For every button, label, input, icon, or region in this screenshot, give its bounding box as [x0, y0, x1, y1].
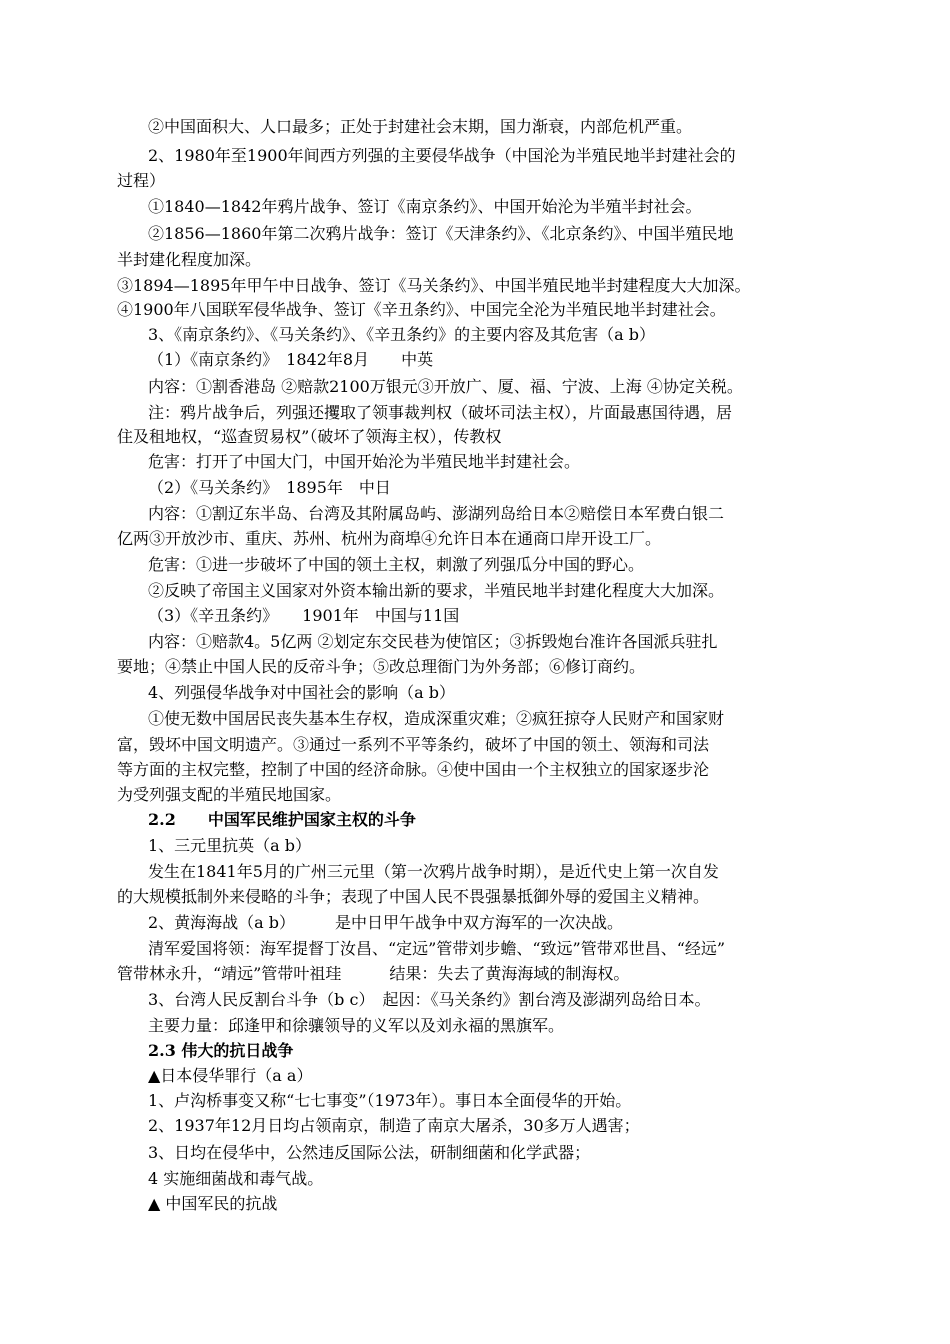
text-line: 内容：①赔款4。5亿两 ②划定东交民巷为使馆区；③拆毁炮台准许各国派兵驻扎 [148, 632, 718, 651]
text-line: ②反映了帝国主义国家对外资本输出新的要求，半殖民地半封建化程度大大加深。 [148, 581, 725, 600]
text-line: （3）《辛丑条约》 1901年 中国与11国 [148, 606, 460, 625]
text-line: 主要力量：邱逢甲和徐骧领导的义军以及刘永福的黑旗军。 [148, 1016, 565, 1035]
text-line: 危害：打开了中国大门，中国开始沦为半殖民地半封建社会。 [148, 452, 581, 471]
section-heading: 2.2 中国军民维护国家主权的斗争 [148, 810, 416, 829]
text-line: 亿两③开放沙市、重庆、苏州、杭州为商埠④允许日本在通商口岸开设工厂。 [117, 529, 662, 548]
text-line: ▲日本侵华罪行（a a） [148, 1066, 313, 1085]
text-line: 2、黄海海战（a b） 是中日甲午战争中双方海军的一次决战。 [148, 913, 624, 932]
text-line: 3、日均在侵华中，公然违反国际公法，研制细菌和化学武器； [148, 1143, 591, 1162]
section-heading: 2.3 伟大的抗日战争 [148, 1041, 294, 1060]
text-line: 管带林永升，“靖远”管带叶祖珪 结果：失去了黄海海域的制海权。 [117, 964, 630, 983]
text-line: 过程） [117, 171, 166, 190]
text-line: 发生在1841年5月的广州三元里（第一次鸦片战争时期），是近代史上第一次自发 [148, 862, 719, 881]
text-line: （2）《马关条约》 1895年 中日 [148, 478, 391, 497]
text-line: ①1840—1842年鸦片战争、签订《南京条约》、中国开始沦为半殖半封社会。 [148, 197, 702, 216]
text-line: 要地；④禁止中国人民的反帝斗争；⑤改总理衙门为外务部；⑥修订商约。 [117, 657, 646, 676]
text-line: 的大规模抵制外来侵略的斗争；表现了中国人民不畏强暴抵御外辱的爱国主义精神。 [117, 887, 710, 906]
text-line: 1、卢沟桥事变又称“七七事变”（1973年）。事日本全面侵华的开始。 [148, 1091, 632, 1110]
text-line: ③1894—1895年甲午中日战争、签订《马关条约》、中国半殖民地半封建程度大大加深。 [117, 276, 751, 295]
text-line: 内容：①割香港岛 ②赔款2100万银元③开放广、厦、福、宁波、上海 ④协定关税。 [148, 377, 743, 396]
text-line: 半封建化程度加深。 [117, 250, 262, 269]
text-line: ②中国面积大、人口最多；正处于封建社会末期，国力渐衰，内部危机严重。 [148, 117, 693, 136]
text-line: 住及租地权，“巡查贸易权”（破坏了领海主权），传教权 [117, 427, 502, 446]
text-line: ②1856—1860年第二次鸦片战争：签订《天津条约》、《北京条约》、中国半殖民地 [148, 224, 734, 243]
text-line: 4、列强侵华战争对中国社会的影响（a b） [148, 683, 456, 702]
text-line: 1、三元里抗英（a b） [148, 836, 312, 855]
text-line: 2、1980年至1900年间西方列强的主要侵华战争（中国沦为半殖民地半封建社会的 [148, 146, 736, 165]
text-line: ▲ 中国军民的抗战 [148, 1194, 278, 1213]
text-line: 危害：①进一步破坏了中国的领土主权，刺激了列强瓜分中国的野心。 [148, 555, 645, 574]
text-line: 2、1937年12月日均占领南京，制造了南京大屠杀，30多万人遇害； [148, 1116, 640, 1135]
text-line: 为受列强支配的半殖民地国家。 [117, 785, 342, 804]
text-line: 3、台湾人民反割台斗争（b c） 起因：《马关条约》割台湾及澎湖列岛给日本。 [148, 990, 711, 1009]
text-line: （1）《南京条约》 1842年8月 中英 [148, 350, 434, 369]
text-line: ①使无数中国居民丧失基本生存权，造成深重灾难；②疯狂掠夺人民财产和国家财 [148, 709, 725, 728]
text-line: 4 实施细菌战和毒气战。 [148, 1169, 324, 1188]
text-line: 注：鸦片战争后，列强还攫取了领事裁判权（破坏司法主权），片面最惠国待遇，居 [148, 403, 733, 422]
text-line: 清军爱国将领：海军提督丁汝昌、“定远”管带刘步蟾、“致远”管带邓世昌、“经远” [148, 939, 726, 958]
text-line: 3、《南京条约》、《马关条约》、《辛丑条约》的主要内容及其危害（a b） [148, 325, 656, 344]
text-line: 内容：①割辽东半岛、台湾及其附属岛屿、澎湖列岛给日本②赔偿日本军费白银二 [148, 504, 725, 523]
text-line: 富，毁坏中国文明遗产。③通过一系列不平等条约，破坏了中国的领土、领海和司法 [117, 735, 710, 754]
text-line: 等方面的主权完整，控制了中国的经济命脉。④使中国由一个主权独立的国家逐步沦 [117, 760, 710, 779]
text-line: ④1900年八国联军侵华战争、签订《辛丑条约》、中国完全沦为半殖民地半封建社会。 [117, 300, 726, 319]
